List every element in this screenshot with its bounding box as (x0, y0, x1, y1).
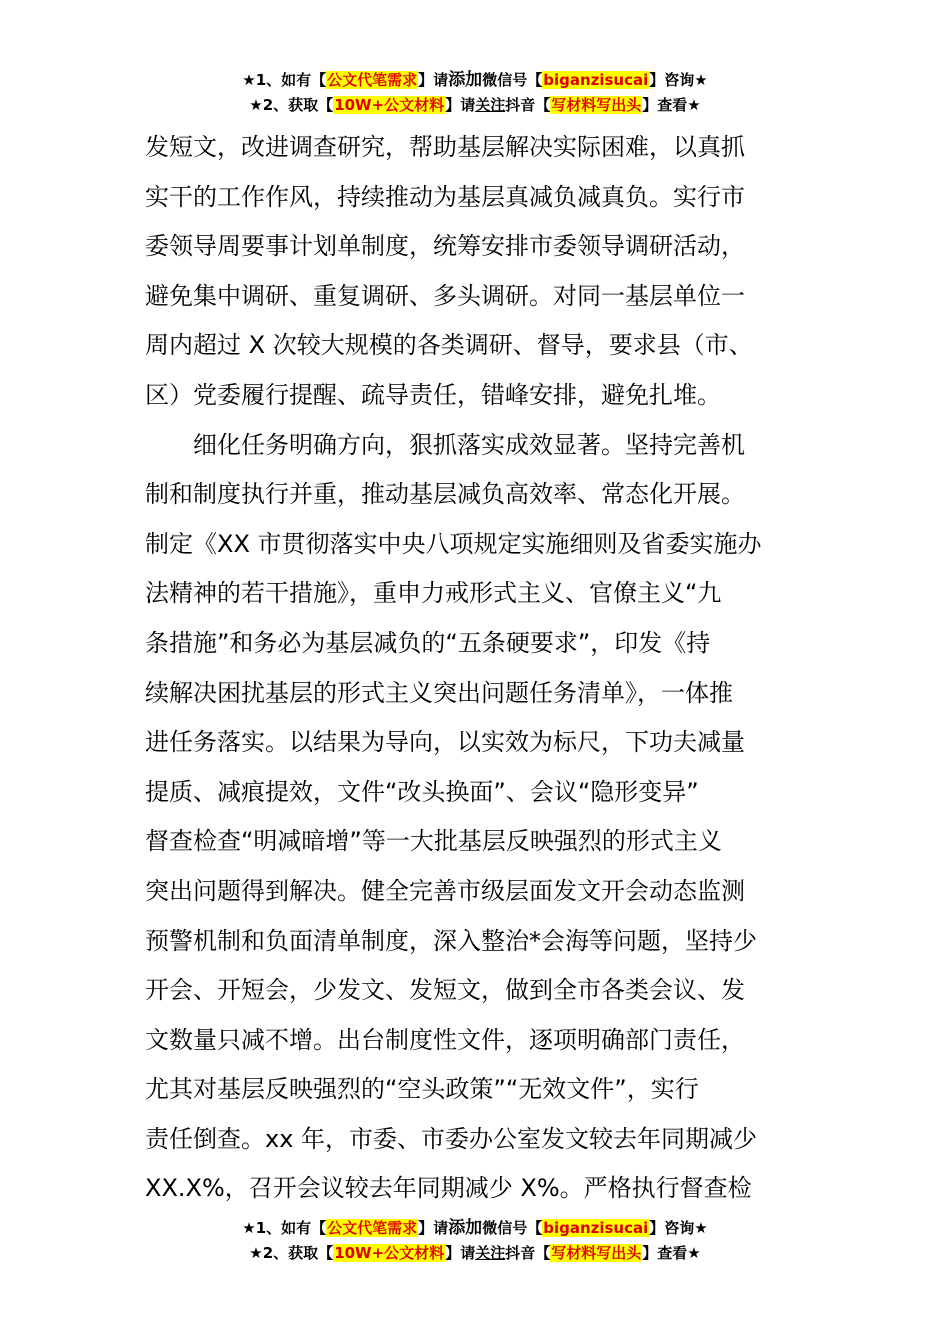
banner-text: 】查看★ (642, 1244, 701, 1262)
banner-highlight: biganzisucai (543, 71, 649, 89)
banner-text: 】咨询★ (649, 1219, 708, 1237)
banner-emphasis: 添加 (448, 1218, 483, 1238)
body-line: 细化任务明确方向，狠抓落实成效显著。坚持完善机 (145, 430, 745, 459)
banner-text: ★2、获取【 (249, 96, 334, 114)
banner-line-2 (0, 1241, 950, 1266)
banner-line-2 (0, 93, 950, 118)
body-line: 进任务落实。以结果为导向，以实效为标尺，下功夫减量 (145, 728, 745, 757)
banner-text: ★1、如有【 (242, 71, 327, 89)
banner-text: ★2、获取【 (249, 1244, 334, 1262)
body-line: 条措施”和务必为基层减负的“五条硬要求”，印发《持 (145, 628, 711, 657)
body-line: 预警机制和负面清单制度，深入整治*会海等问题，坚持少 (145, 926, 757, 955)
banner-text: 】请 (445, 96, 476, 114)
banner-text: 】请 (418, 1219, 449, 1237)
body-line: 续解决困扰基层的形式主义突出问题任务清单》，一体推 (145, 678, 733, 707)
body-line: 突出问题得到解决。健全完善市级层面发文开会动态监测 (145, 876, 745, 905)
banner-text: 抖音【 (505, 96, 551, 114)
banner-highlight: biganzisucai (543, 1219, 649, 1237)
banner-text: 抖音【 (505, 1244, 551, 1262)
banner-emphasis: 关注 (475, 96, 506, 114)
footer-banner (0, 1216, 950, 1266)
banner-highlight: 公文代笔需求 (327, 1219, 418, 1237)
body-line: 区）党委履行提醒、疏导责任，错峰安排，避免扎堆。 (145, 380, 721, 409)
banner-line-1 (0, 1216, 950, 1241)
banner-text: 微信号【 (482, 1219, 543, 1237)
banner-line-1 (0, 68, 950, 93)
banner-text: 】请 (418, 71, 449, 89)
body-line: 避免集中调研、重复调研、多头调研。对同一基层单位一 (145, 281, 745, 310)
body-line: 制和制度执行并重，推动基层减负高效率、常态化开展。 (145, 480, 745, 509)
header-banner (0, 68, 950, 118)
body-line: 提质、减痕提效，文件“改头换面”、会议“隐形变异” (145, 777, 699, 806)
banner-text: ★1、如有【 (242, 1219, 327, 1237)
body-line: 尤其对基层反映强烈的“空头政策”“无效文件”，实行 (145, 1075, 699, 1104)
body-line: 委领导周要事计划单制度，统筹安排市委领导调研活动， (145, 232, 745, 261)
banner-highlight: 写材料写出头 (551, 96, 642, 114)
body-line: 文数量只减不增。出台制度性文件，逐项明确部门责任， (145, 1025, 745, 1054)
banner-emphasis: 添加 (448, 70, 483, 90)
body-line: 开会、开短会，少发文、发短文，做到全市各类会议、发 (145, 976, 745, 1005)
banner-highlight: 公文代笔需求 (327, 71, 418, 89)
banner-highlight: 10W+公文材料 (334, 1244, 445, 1262)
body-line: 督查检查“明减暗增”等一大批基层反映强烈的形式主义 (145, 827, 722, 856)
body-line: 发短文，改进调查研究，帮助基层解决实际困难，以真抓 (145, 133, 745, 161)
banner-text: 】查看★ (642, 96, 701, 114)
banner-highlight: 10W+公文材料 (334, 96, 445, 114)
document-body (145, 123, 810, 1214)
banner-text: 】咨询★ (649, 71, 708, 89)
banner-highlight: 写材料写出头 (551, 1244, 642, 1262)
body-line: XX.X%，召开会议较去年同期减少 X%。严格执行督查检 (145, 1174, 752, 1203)
body-line: 法精神的若干措施》，重申力戒形式主义、官僚主义“九 (145, 579, 722, 608)
banner-emphasis: 关注 (475, 1244, 506, 1262)
body-line: 责任倒查。xx 年，市委、市委办公室发文较去年同期减少 (145, 1124, 758, 1153)
body-line: 周内超过 X 次较大规模的各类调研、督导，要求县（市、 (145, 331, 753, 360)
body-line: 制定《XX 市贯彻落实中央八项规定实施细则及省委实施办 (145, 529, 762, 558)
banner-text: 】请 (445, 1244, 476, 1262)
body-line: 实干的工作作风，持续推动为基层真减负减真负。实行市 (145, 182, 745, 211)
banner-text: 微信号【 (482, 71, 543, 89)
